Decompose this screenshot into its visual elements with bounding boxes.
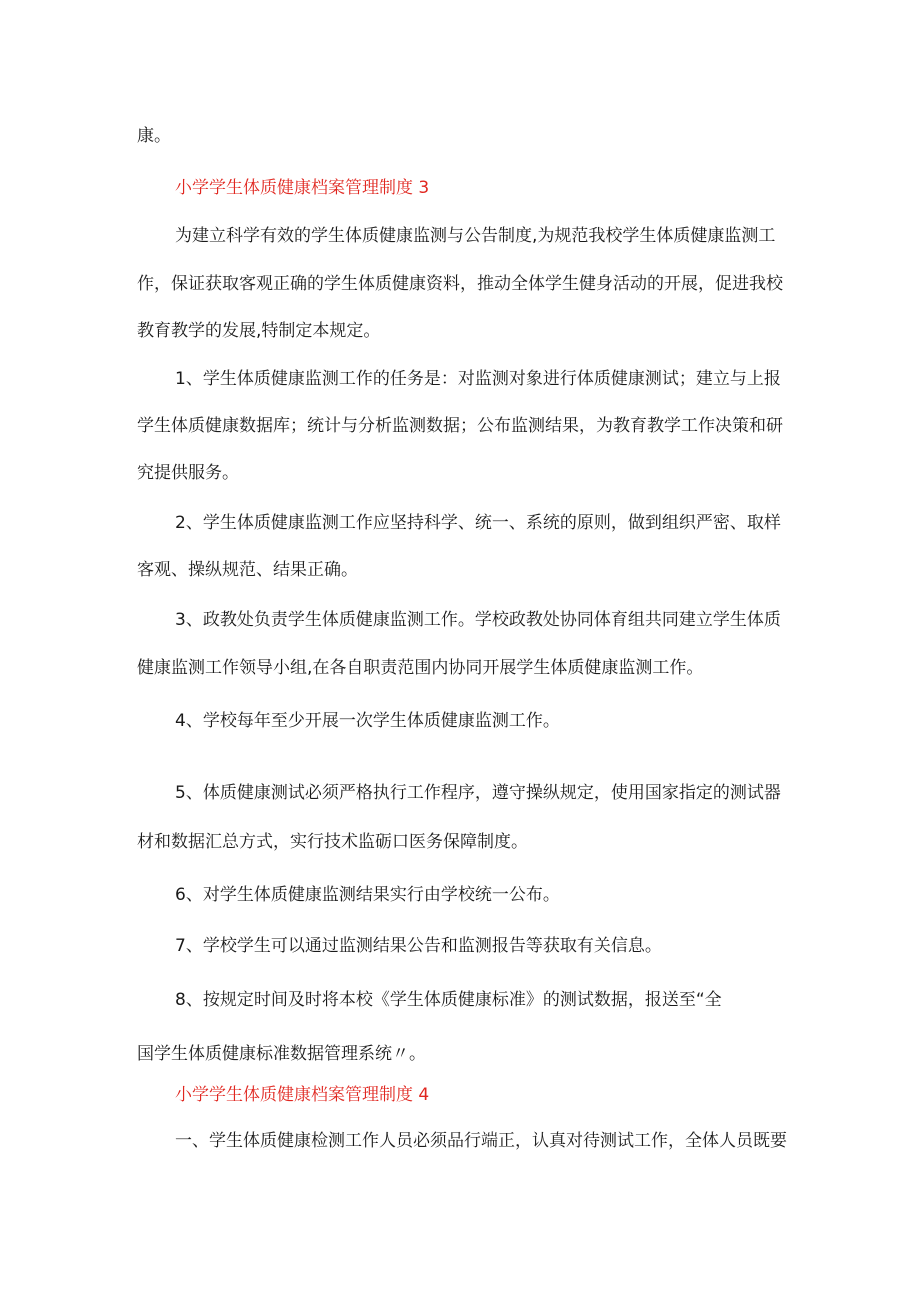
item-6-line-1: 6、对学生体质健康监测结果实行由学校统一公布。 [175,885,560,905]
item-8-line-1: 8、按规定时间及时将本校《学生体质健康标准》的测试数据，报送至“全 [175,990,722,1010]
item-2-line-1: 2、学生体质健康监测工作应坚持科学、统一、系统的原则，做到组织严密、取样 [175,513,781,533]
item-5-line-2: 材和数据汇总方式，实行技术监砺口医务保障制度。 [137,832,528,852]
item-5-line-1: 5、体质健康测试必须严格执行工作程序，遵守操纵规定，使用国家指定的测试器 [175,783,781,803]
intro-line-2: 作，保证获取客观正确的学生体质健康资料，推动全体学生健身活动的开展，促进我校 [137,274,783,294]
item-1-line-1: 1、学生体质健康监测工作的任务是：对监测对象进行体质健康测试；建立与上报 [175,369,781,389]
section-heading-4: 小学学生体质健康档案管理制度 4 [175,1085,430,1105]
intro-line-3: 教育教学的发展,特制定本规定。 [137,321,381,341]
item-1-line-2: 学生体质健康数据库；统计与分析监测数据；公布监测结果，为教育教学工作决策和研 [137,416,783,436]
item-2-line-2: 客观、操纵规范、结果正确。 [137,560,358,580]
item-4-line-1: 4、学校每年至少开展一次学生体质健康监测工作。 [175,711,560,731]
intro-line-1: 为建立科学有效的学生体质健康监测与公告制度,为规范我校学生体质健康监测工 [175,226,776,246]
item-3-line-2: 健康监测工作领导小组,在各自职责范围内协同开展学生体质健康监测工作。 [137,658,704,678]
text-line: 康。 [137,126,171,146]
item-8-line-2: 国学生体质健康标准数据管理系统〃。 [137,1044,426,1064]
item-7-line-1: 7、学校学生可以通过监测结果公告和监测报告等获取有关信息。 [175,936,662,956]
section-heading-3: 小学学生体质健康档案管理制度 3 [175,178,430,198]
section-4-line-1: 一、学生体质健康检测工作人员必须品行端正，认真对待测试工作，全体人员既要 [175,1131,787,1151]
item-1-line-3: 究提供服务。 [137,463,239,483]
item-3-line-1: 3、政教处负责学生体质健康监测工作。学校政教处协同体育组共同建立学生体质 [175,610,781,630]
